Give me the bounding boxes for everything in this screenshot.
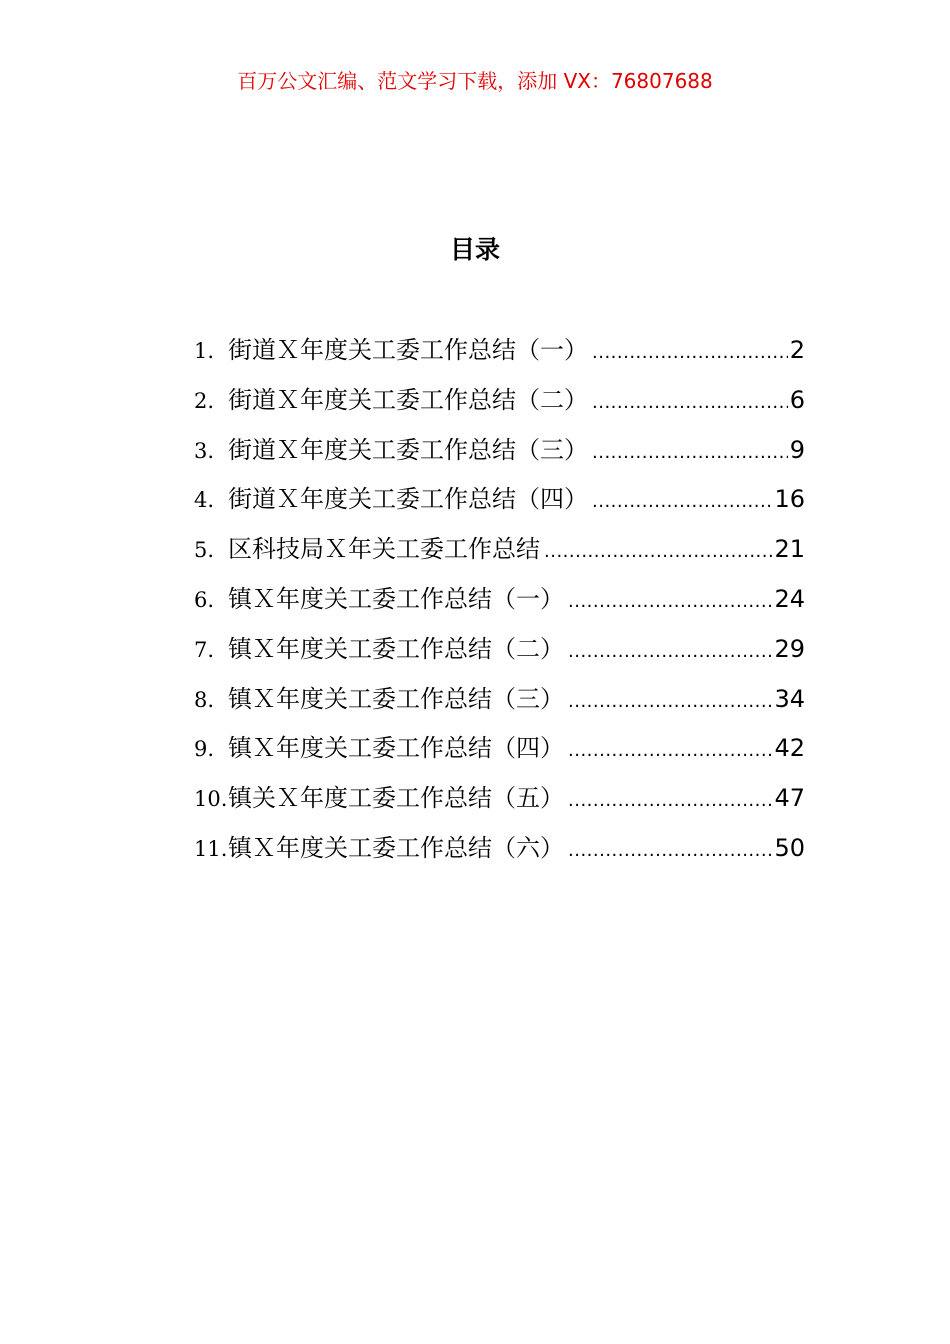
toc-entry-page: 6 — [789, 385, 805, 414]
toc-entry-title: 镇Ｘ年度关工委工作总结（三） — [228, 684, 564, 713]
toc-entry-page: 42 — [774, 734, 805, 763]
toc-title: 目录 — [449, 235, 500, 264]
toc-entry-number: 6. — [194, 587, 215, 612]
toc-entry-title: 街道Ｘ年度关工委工作总结（四） — [228, 485, 588, 514]
toc-entry[interactable] — [194, 728, 805, 778]
toc-entry-number: 4. — [194, 488, 215, 513]
toc-leader-dots — [568, 582, 772, 622]
toc-entry-page: 50 — [774, 833, 805, 862]
toc-entry-number: 11. — [194, 836, 228, 861]
toc-entry-page: 9 — [789, 435, 805, 464]
toc-leader-dots — [592, 333, 788, 373]
toc-entry[interactable] — [194, 479, 805, 529]
toc-entry-page: 21 — [774, 535, 805, 564]
toc-entry-page: 16 — [774, 485, 805, 514]
toc-leader-dots — [568, 781, 772, 821]
toc-entry[interactable] — [194, 778, 805, 828]
toc-entry-title: 街道Ｘ年度关工委工作总结（一） — [228, 336, 588, 364]
toc-leader-dots — [592, 383, 788, 423]
toc-entry-title: 区科技局Ｘ年关工委工作总结 — [228, 535, 540, 564]
toc-leader-dots — [544, 532, 772, 572]
toc-entry[interactable] — [194, 430, 805, 480]
toc-entry-page: 34 — [774, 684, 805, 713]
toc-entry-page: 2 — [789, 336, 805, 364]
toc-leader-dots — [568, 731, 772, 771]
toc-entry-title: 镇Ｘ年度关工委工作总结（二） — [228, 634, 564, 663]
toc-entry-number: 8. — [194, 687, 215, 712]
toc-entry-title: 镇Ｘ年度关工委工作总结（六） — [228, 833, 564, 862]
toc-entry[interactable] — [194, 579, 805, 629]
toc-entry-title: 镇Ｘ年度关工委工作总结（一） — [228, 584, 564, 613]
toc-entry-number: 2. — [194, 388, 215, 413]
toc-entry[interactable] — [194, 380, 805, 430]
toc-entry-number: 10. — [194, 787, 228, 812]
toc-entry-title: 镇Ｘ年度关工委工作总结（四） — [228, 734, 564, 763]
toc-entry-page: 47 — [774, 784, 805, 813]
toc-entry[interactable] — [194, 679, 805, 729]
toc-entry-number: 5. — [194, 538, 215, 563]
toc-entry-number: 9. — [194, 737, 215, 762]
toc-entry-number: 1. — [194, 339, 215, 363]
toc-entry[interactable] — [194, 828, 805, 878]
toc-entry[interactable] — [194, 629, 805, 679]
toc-leader-dots — [592, 433, 788, 473]
toc-entry-title: 街道Ｘ年度关工委工作总结（二） — [228, 385, 588, 414]
toc-entry-number: 3. — [194, 438, 215, 463]
toc-entry[interactable] — [194, 529, 805, 579]
toc-list — [194, 330, 805, 878]
toc-entry-number: 7. — [194, 637, 215, 662]
toc-entry[interactable] — [194, 330, 805, 380]
toc-leader-dots — [592, 482, 772, 522]
toc-entry-title: 镇关Ｘ年度工委工作总结（五） — [228, 784, 564, 813]
header-banner: 百万公文汇编、范文学习下载，添加 VX：76807688 — [237, 69, 713, 93]
toc-leader-dots — [568, 831, 772, 871]
toc-leader-dots — [568, 632, 772, 672]
toc-leader-dots — [568, 682, 772, 722]
toc-entry-title: 街道Ｘ年度关工委工作总结（三） — [228, 435, 588, 464]
toc-entry-page: 29 — [774, 634, 805, 663]
toc-entry-page: 24 — [774, 584, 805, 613]
